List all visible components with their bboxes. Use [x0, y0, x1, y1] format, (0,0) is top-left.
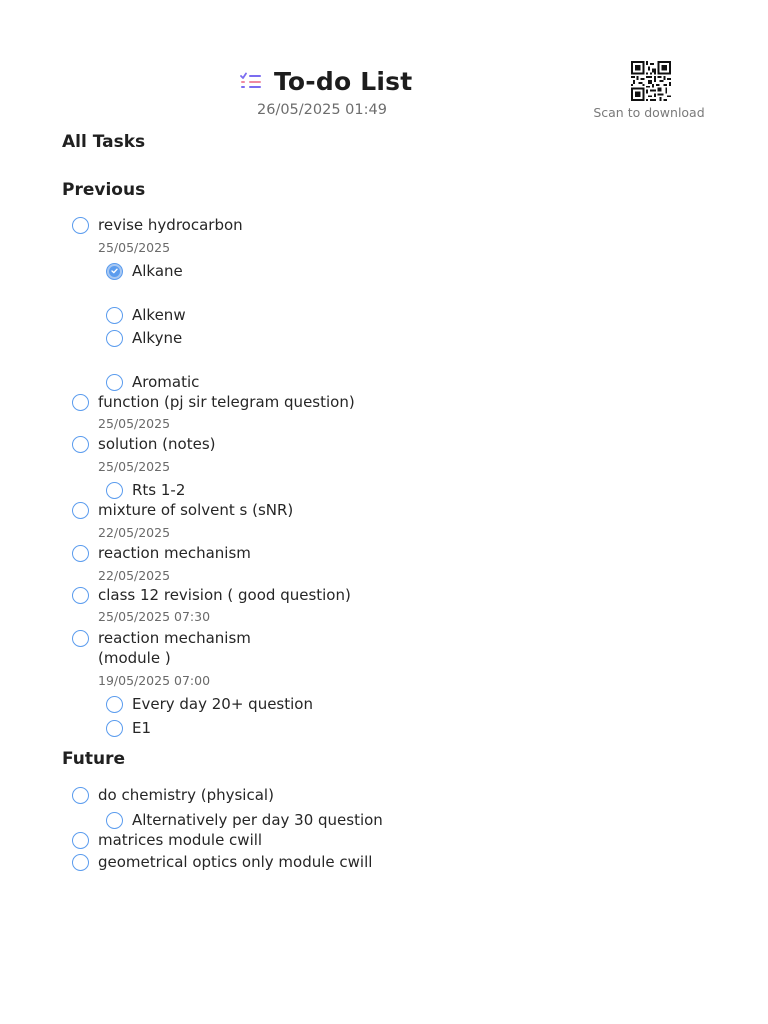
subtask-title: Alkyne [132, 329, 183, 347]
task-title: class 12 revision ( good question) [98, 586, 351, 604]
task-item[interactable] [72, 391, 355, 413]
task-item[interactable] [72, 627, 251, 649]
subtask-item[interactable] [106, 479, 185, 501]
task-title: geometrical optics only module cwill [98, 853, 373, 871]
qr-caption: Scan to download [593, 105, 705, 120]
subtask-item[interactable] [106, 304, 186, 326]
task-date: 22/05/2025 [98, 568, 171, 583]
task-item[interactable] [72, 784, 274, 806]
task-item[interactable] [72, 851, 372, 873]
subtask-item[interactable] [106, 693, 313, 715]
subtask-item[interactable] [106, 260, 183, 282]
subtask-checkbox-checked[interactable] [106, 263, 123, 280]
page-title: To-do List [274, 66, 413, 96]
task-title-continued: (module ) [98, 649, 171, 667]
page-header [240, 64, 412, 98]
task-item[interactable] [72, 499, 293, 521]
export-timestamp: 26/05/2025 01:49 [257, 102, 387, 118]
subtask-checkbox[interactable] [106, 330, 123, 347]
section-future: Future [62, 749, 126, 769]
subtask-title: Alternatively per day 30 question [132, 811, 383, 829]
task-title: mixture of solvent s (sNR) [98, 501, 294, 519]
subtask-title: Rts 1-2 [132, 481, 186, 499]
task-date: 25/05/2025 [98, 240, 171, 255]
task-checkbox[interactable] [72, 787, 89, 804]
task-checkbox[interactable] [72, 630, 89, 647]
subtask-title: Aromatic [132, 373, 200, 391]
task-title: do chemistry (physical) [98, 786, 274, 804]
check-icon [109, 266, 120, 277]
task-checkbox[interactable] [72, 587, 89, 604]
task-checkbox[interactable] [72, 502, 89, 519]
task-item[interactable] [72, 433, 215, 455]
subtask-checkbox[interactable] [106, 482, 123, 499]
subtask-item[interactable] [106, 327, 182, 349]
subtask-title: Every day 20+ question [132, 695, 313, 713]
task-item[interactable] [72, 584, 351, 606]
subtask-item[interactable] [106, 371, 199, 393]
task-item[interactable] [72, 829, 262, 851]
subtask-title: Alkane [132, 262, 183, 280]
subtask-checkbox[interactable] [106, 696, 123, 713]
task-title: reaction mechanism [98, 629, 251, 647]
task-checkbox[interactable] [72, 217, 89, 234]
task-title: reaction mechanism [98, 544, 251, 562]
subtask-checkbox[interactable] [106, 812, 123, 829]
subtask-checkbox[interactable] [106, 307, 123, 324]
task-checkbox[interactable] [72, 545, 89, 562]
subtask-title: E1 [132, 719, 152, 737]
section-previous: Previous [62, 180, 146, 200]
task-date: 25/05/2025 [98, 459, 171, 474]
task-title: function (pj sir telegram question) [98, 393, 355, 411]
subtask-checkbox[interactable] [106, 374, 123, 391]
task-date: 19/05/2025 07:00 [98, 673, 211, 688]
subtask-item[interactable] [106, 717, 151, 739]
task-checkbox[interactable] [72, 832, 89, 849]
subtask-title: Alkenw [132, 306, 186, 324]
checklist-icon [240, 72, 262, 90]
task-date: 22/05/2025 [98, 525, 171, 540]
task-checkbox[interactable] [72, 854, 89, 871]
task-item[interactable] [72, 214, 243, 236]
task-item[interactable] [72, 542, 251, 564]
task-title: matrices module cwill [98, 831, 263, 849]
subtask-item[interactable] [106, 809, 383, 831]
task-date: 25/05/2025 07:30 [98, 609, 211, 624]
list-title: All Tasks [62, 132, 146, 152]
task-checkbox[interactable] [72, 436, 89, 453]
task-date: 25/05/2025 [98, 416, 171, 431]
qr-code[interactable] [631, 61, 671, 101]
task-title: solution (notes) [98, 435, 216, 453]
subtask-checkbox[interactable] [106, 720, 123, 737]
task-title: revise hydrocarbon [98, 216, 243, 234]
task-checkbox[interactable] [72, 394, 89, 411]
